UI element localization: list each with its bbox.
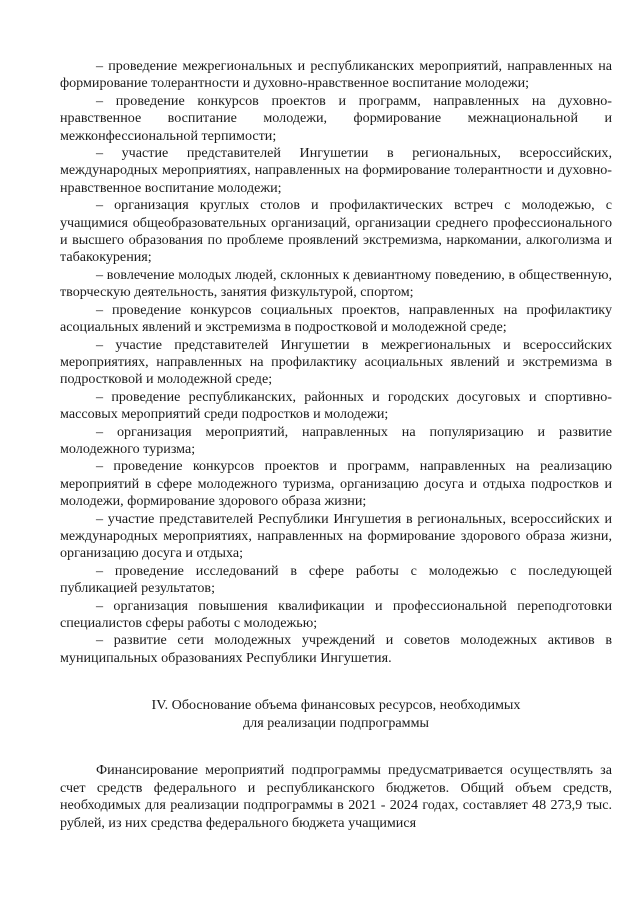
list-item: – проведение межрегиональных и республиканских мероприятий, направленных на формирование толерантности и духовно-нравственное воспитание молодежи; — [60, 58, 612, 92]
list-item: – проведение республиканских, районных и городских досуговых и спортивно-массовых мероприятий среди подростков и молодежи; — [60, 388, 612, 423]
list-item: – участие представителей Ингушетии в межрегиональных и всероссийских мероприятиях, направленных на профилактику асоциальных явлений и экстремизма в подростковой и молодежной среде; — [60, 336, 612, 388]
section-heading-line: для реализации подпрограммы — [243, 714, 429, 731]
document-body — [60, 58, 612, 832]
section-heading — [60, 697, 612, 732]
list-item: – участие представителей Республики Ингушетия в региональных, всероссийских и международных мероприятиях, направленных на формирование здорового образа жизни, организацию досуга и отдыха; — [60, 510, 612, 562]
list-item: – проведение исследований в сфере работы с молодежью с последующей публикацией результатов; — [60, 562, 612, 597]
list-item: – вовлечение молодых людей, склонных к девиантному поведению, в общественную, творческую деятельность, занятия физкультурой, спортом; — [60, 266, 612, 301]
list-item: – проведение конкурсов проектов и программ, направленных на духовно-нравственное воспитание молодежи, формирование межнациональной и межконфессиональной терпимости; — [60, 92, 612, 144]
list-item: – проведение конкурсов проектов и программ, направленных на реализацию мероприятий в сфере молодежного туризма, организацию досуга и отдыха подростков и молодежи, формирование здорового образа жизни; — [60, 458, 612, 510]
list-item: – организация мероприятий, направленных на популяризацию и развитие молодежного туризма; — [60, 423, 612, 457]
list-item: – проведение конкурсов социальных проектов, направленных на профилактику асоциальных явлений и экстремизма в подростковой и молодежной среде; — [60, 301, 612, 336]
list-item: – участие представителей Ингушетии в региональных, всероссийских, международных мероприятиях, направленных на формирование толерантности и духовно-нравственное воспитание молодежи; — [60, 145, 612, 196]
section-heading-line: IV. Обоснование объема финансовых ресурсов, необходимых — [151, 697, 521, 714]
list-item: – организация повышения квалификации и профессиональной переподготовки специалистов сферы работы с молодежью; — [60, 597, 612, 631]
financing-paragraph: Финансирование мероприятий подпрограммы предусматривается осуществлять за счет средств федерального и республиканского бюджетов. Общий объем средств, необходимых для реализации подпрограммы в 2021 - 2024 годах, составляет 48 273,9 тыс. рублей, из них средства федерального бюджета учащимися — [60, 762, 612, 831]
list-item: – организация круглых столов и профилактических встреч с молодежью, с учащимися общеобразовательных организаций, организации среднего профессионального и высшего образования по проблеме проявлений экстремизма, наркомании, алкоголизма и табакокурения; — [60, 197, 612, 266]
list-item: – развитие сети молодежных учреждений и советов молодежных активов в муниципальных образованиях Республики Ингушетия. — [60, 632, 612, 666]
